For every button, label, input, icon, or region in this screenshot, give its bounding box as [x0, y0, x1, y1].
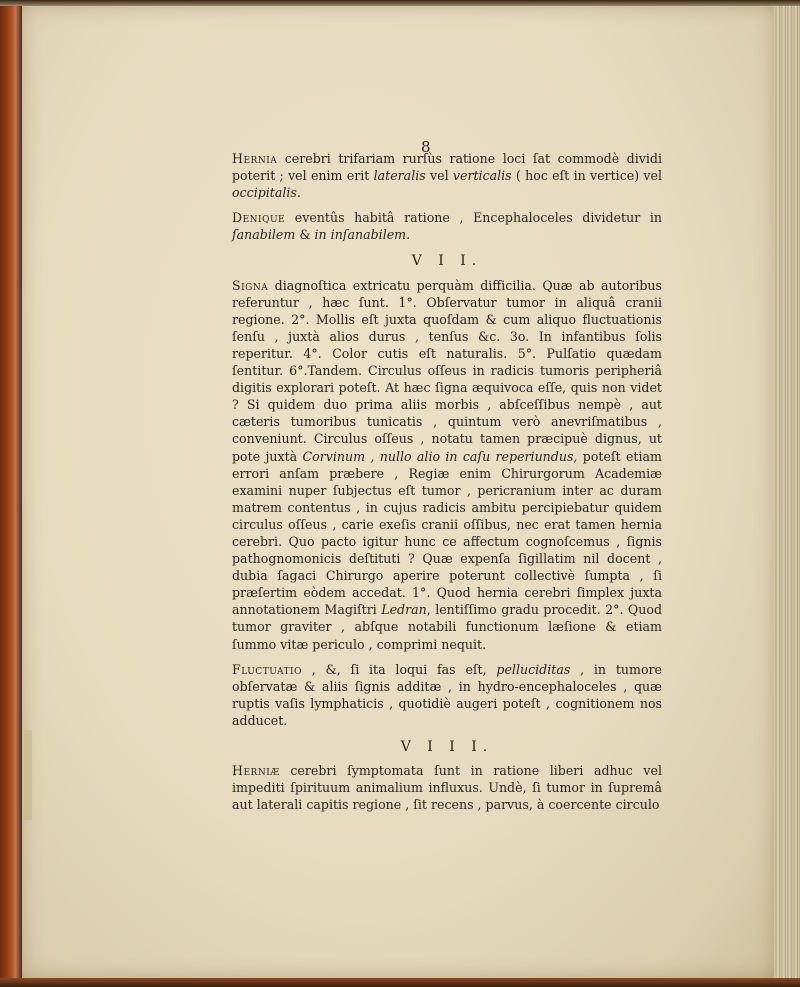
paper-stain: [24, 730, 32, 820]
bottom-edge: [0, 978, 800, 987]
paragraph-denique: Denique eventûs habitâ ratione , Encephaloceles dividetur in ſanabilem & in inſanabilem.: [232, 210, 662, 243]
body-text: [232, 150, 662, 813]
section-heading-viii: V I I I.: [400, 739, 494, 755]
page-edges: [774, 0, 800, 987]
paragraph-hernia: Hernia cerebri trifariam rurſùs ratione loci ſat commodè dividi poterit ; vel enim erit lateralis vel verticalis ( hoc eſt in vertice) vel occipitalis.: [232, 151, 663, 201]
paragraph-herniae: Herniæ cerebri ſymptomata ſunt in ratione liberi adhuc vel impediti ſpirituum animalium influxus. Undè, ſi tumor in ſupremâ aut laterali capitis regione , ſit recens , parvus, à coercente circulo: [232, 763, 662, 813]
lead-word: Hernia: [232, 151, 278, 166]
lead-word: Herniæ: [232, 763, 280, 779]
lead-word: Denique: [232, 210, 286, 226]
section-heading-vii: V I I.: [411, 253, 483, 270]
paragraph-fluctuatio: Fluctuatio , &, ſi ita loqui fas eſt, pelluciditas , in tumore obſervatæ & aliis ſignis additæ , in hydro-encephaloceles , quæ ruptis vaſis lymphaticis , quotidiè augeri poteſt , cognitionem nos adducet.: [232, 661, 662, 728]
page-number: 8: [421, 138, 431, 156]
top-edge: [0, 0, 800, 6]
paragraph-signa: Signa diagnoſtica extricatu perquàm difficilia. Quæ ab autoribus referuntur , hæc ſunt. 1°. Obſervatur tumor in aliquâ cranii regione. 2°. Mollis eſt juxta quoſdam & cum aliquo fluctuationis ſenſu , juxtà alios durus , tenſus &c. 3o. In infantibus ſolis reperitur. 4°. Color cutis eſt naturalis. 5°. Pulſatio quædam ſentitur. 6°.Tandem. Circulus oſſeus in radicis tumoris peripheriâ digitis explorari poteſt. At hæc ſigna æquivoca eſſe, quis non videt ? Si quidem duo prima aliis morbis , abſceſſibus nempè , aut cæteris tumoribus tunicatis , quintum verò anevriſmatibus , conveniunt. Circulus oſſeus , notatu tamen præcipuè dignus, ut pote juxtà Corvinum , nullo alio in caſu reperiundus, poteſt etiam errori anſam præbere , Regiæ enim Chirurgorum Academiæ examini nuper ſubjectus eſt tumor , pericranium inter ac duram matrem contentus , in cujus radicis ambitu percipiebatur quidem circulus oſſeus , carie exeſis cranii oſſibus, nec erat tamen hernia cerebri. Quo pacto igitur hunc ce affectum cognoſcemus , ſignis pathognomonicis deſtituti ? Quæ expenſa ſigillatim nil docent , dubia ſagaci Chirurgo aperire poterunt collectivè ſumpta , ſi præſertim eòdem accedat. 1°. Quod hernia cerebri ſimplex juxta annotationem Magiſtri Ledran, lentiſſimo gradu procedit. 2°. Quod tumor graviter , abſque notabili functionum læſione & etiam ſummo vitæ periculo , comprimi nequit.: [232, 277, 663, 652]
lead-word: Fluctuatio: [232, 661, 302, 677]
lead-word: Signa: [232, 277, 269, 293]
